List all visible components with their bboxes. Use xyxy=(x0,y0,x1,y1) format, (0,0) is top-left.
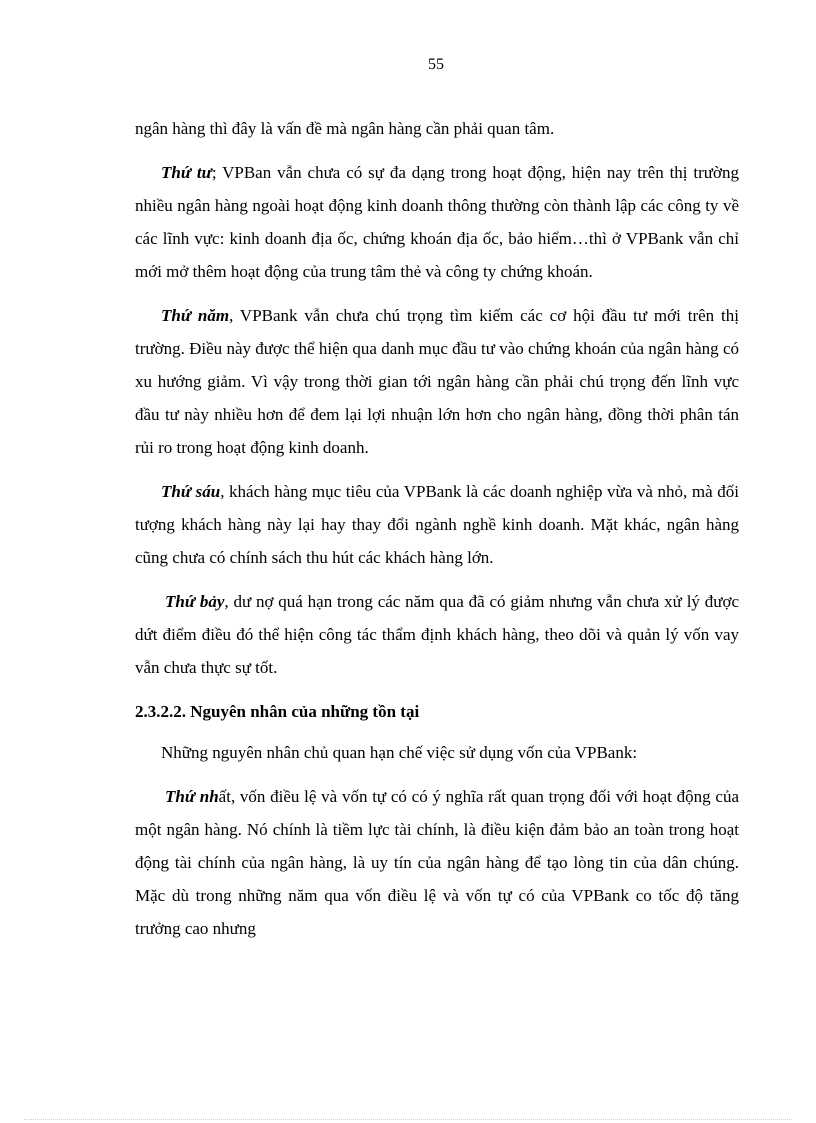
paragraph-text: , dư nợ quá hạn trong các năm qua đã có giảm nhưng vẫn chưa xử lý được dứt điểm điều đó thể hiện công tác thẩm định khách hàng, theo dõi và quản lý vốn vay vẫn chưa thực sự tốt. xyxy=(135,592,739,677)
paragraph-thu-nam xyxy=(135,299,739,464)
paragraph-text: , VPBank vẫn chưa chú trọng tìm kiếm các cơ hội đầu tư mới trên thị trường. Điều này được thể hiện qua danh mục đầu tư vào chứng khoán của ngân hàng có xu hướng giảm. Vì vậy trong thời gian tới ngân hàng cần phải chú trọng đến lĩnh vực đầu tư này nhiều hơn để đem lại lợi nhuận lớn hơn cho ngân hàng, đồng thời phân tán rủi ro trong hoạt động kinh doanh. xyxy=(135,306,739,457)
paragraph-lead: Thứ sáu xyxy=(161,482,221,501)
section-heading: 2.3.2.2. Nguyên nhân của những tồn tại xyxy=(135,702,420,721)
paragraph-thu-nhat xyxy=(135,780,739,945)
paragraph-thu-tu xyxy=(135,156,739,288)
paragraph-thu-sau xyxy=(135,475,739,574)
page-number: 55 xyxy=(428,56,444,73)
paragraph-continuation: ngân hàng thì đây là vấn đề mà ngân hàng cần phải quan tâm. xyxy=(135,119,555,138)
paragraph-text: , khách hàng mục tiêu của VPBank là các doanh nghiệp vừa và nhỏ, mà đối tượng khách hàng này lại hay thay đổi ngành nghề kinh doanh. Mặt khác, ngân hàng cũng chưa có chính sách thu hút các khách hàng lớn. xyxy=(135,482,739,567)
paragraph-lead: Thứ bảy xyxy=(165,592,225,611)
page-bottom-divider xyxy=(24,1119,792,1120)
paragraph-text: ; VPBan vẫn chưa có sự đa dạng trong hoạt động, hiện nay trên thị trường nhiều ngân hàng ngoài hoạt động kinh doanh thông thường còn thành lập các công ty về các lĩnh vực: kinh doanh địa ốc, chứng khoán địa ốc, bảo hiểm…thì ở VPBank vẫn chỉ mới mở thêm hoạt động của trung tâm thẻ và công ty chứng khoán. xyxy=(135,163,739,281)
paragraph-lead: Thứ nh xyxy=(165,787,219,806)
paragraph-intro: Những nguyên nhân chủ quan hạn chế việc sử dụng vốn của VPBank: xyxy=(161,743,638,762)
paragraph-text: ất, vốn điều lệ và vốn tự có có ý nghĩa rất quan trọng đối với hoạt động của một ngân hàng. Nó chính là tiềm lực tài chính, là điều kiện đảm bảo an toàn trong hoạt động tài chính của ngân hàng, là uy tín của ngân hàng để tạo lòng tin của dân chúng. Mặc dù trong những năm qua vốn điều lệ và vốn tự có của VPBank co tốc độ tăng trưởng cao nhưng xyxy=(135,787,739,938)
paragraph-thu-bay xyxy=(135,585,739,684)
document-body xyxy=(135,112,739,956)
paragraph-lead: Thứ năm xyxy=(161,306,230,325)
paragraph-lead: Thứ tư xyxy=(161,163,212,182)
